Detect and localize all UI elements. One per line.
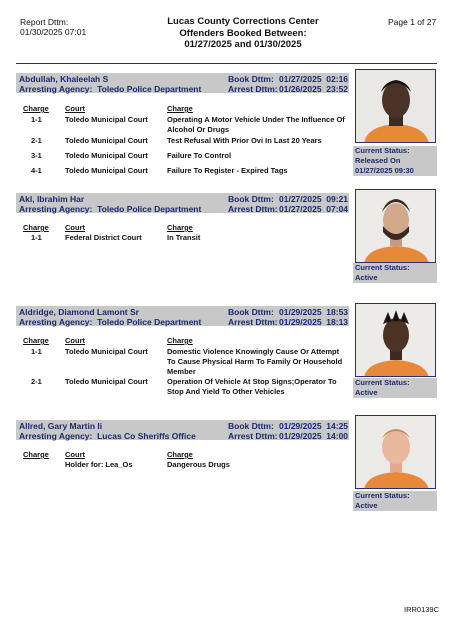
charge-court: Toledo Municipal Court bbox=[65, 347, 148, 356]
charge-description: In Transit bbox=[167, 233, 201, 242]
arrest-dttm-label: Arrest Dttm: bbox=[228, 317, 278, 327]
status-value: Active bbox=[355, 388, 378, 397]
book-time: 18:53 bbox=[326, 307, 349, 317]
report-date-range: 01/27/2025 and 01/30/2025 bbox=[184, 39, 302, 50]
charge-court: Toledo Municipal Court bbox=[65, 151, 148, 160]
report-code: IRR0139C bbox=[404, 605, 440, 614]
charge-code: 4-1 bbox=[31, 166, 42, 175]
report-subtitle: Offenders Booked Between: bbox=[179, 27, 307, 39]
book-dttm-label: Book Dttm: bbox=[228, 307, 274, 317]
charge-court: Toledo Municipal Court bbox=[65, 115, 148, 124]
charge-code: 1-1 bbox=[31, 233, 42, 242]
agency-label: Arresting Agency: bbox=[19, 84, 93, 94]
arresting-agency bbox=[19, 317, 201, 327]
book-dttm-label: Book Dttm: bbox=[228, 74, 274, 84]
charge-description: Test Refusal With Prior Ovi In Last 20 Years bbox=[167, 136, 322, 145]
book-time: 02:16 bbox=[326, 74, 349, 84]
arrest-dttm-value bbox=[279, 431, 348, 441]
status-value: Active bbox=[355, 501, 378, 510]
person-photo-illustration bbox=[356, 190, 436, 263]
charge-desc-column-header: Charge bbox=[167, 223, 193, 232]
book-dttm-label: Book Dttm: bbox=[228, 421, 274, 431]
person-photo-illustration bbox=[356, 304, 436, 377]
mugshot-photo[interactable] bbox=[355, 303, 436, 377]
page-number: Page 1 of 27 bbox=[388, 17, 437, 27]
charge-desc-column-header: Charge bbox=[167, 336, 193, 345]
arrest-dttm-label: Arrest Dttm: bbox=[228, 84, 278, 94]
charge-code: 1-1 bbox=[31, 347, 42, 356]
charge-court: Federal District Court bbox=[65, 233, 142, 242]
arresting-agency bbox=[19, 84, 201, 94]
current-status-box bbox=[353, 146, 437, 176]
arrest-time: 23:52 bbox=[326, 84, 349, 94]
record-header-bar bbox=[16, 73, 349, 93]
charge-description: Domestic Violence Knowingly Cause Or Attempt To Cause Physical Harm To Family Or Household Member bbox=[167, 347, 343, 376]
status-label: Current Status: bbox=[355, 263, 410, 272]
charge-description: Operation Of Vehicle At Stop Signs;Operator To Stop And Yield To Other Vehicles bbox=[167, 377, 337, 396]
record-header-bar bbox=[16, 420, 349, 440]
record-header-bar bbox=[16, 193, 349, 213]
arrest-time: 07:04 bbox=[326, 204, 349, 214]
status-date: 01/27/2025 09:30 bbox=[355, 166, 414, 175]
arrest-dttm-label: Arrest Dttm: bbox=[228, 431, 278, 441]
charge-column-header: Charge bbox=[23, 336, 49, 345]
status-value: Released On bbox=[355, 156, 401, 165]
header-divider bbox=[16, 63, 437, 64]
agency-label: Arresting Agency: bbox=[19, 317, 93, 327]
arrest-dttm-value bbox=[279, 84, 348, 94]
charge-desc-column-header: Charge bbox=[167, 450, 193, 459]
charge-column-header: Charge bbox=[23, 104, 49, 113]
current-status-box bbox=[353, 491, 437, 511]
charge-code: 3-1 bbox=[31, 151, 42, 160]
agency-label: Arresting Agency: bbox=[19, 204, 93, 214]
book-date: 01/27/2025 bbox=[279, 74, 322, 84]
offender-name[interactable]: Aldridge, Diamond Lamont Sr bbox=[19, 307, 139, 317]
book-dttm-value bbox=[279, 421, 348, 431]
charge-description: Failure To Register - Expired Tags bbox=[167, 166, 288, 175]
arrest-date: 01/29/2025 bbox=[279, 431, 322, 441]
book-time: 14:25 bbox=[326, 421, 349, 431]
arrest-dttm-label: Arrest Dttm: bbox=[228, 204, 278, 214]
report-dttm-value: 01/30/2025 07:01 bbox=[20, 27, 87, 37]
book-date: 01/29/2025 bbox=[279, 421, 322, 431]
book-dttm-value bbox=[279, 194, 348, 204]
charge-description: Dangerous Drugs bbox=[167, 460, 230, 469]
book-dttm-value bbox=[279, 307, 348, 317]
court-column-header: Court bbox=[65, 336, 85, 345]
mugshot-photo[interactable] bbox=[355, 69, 436, 143]
arrest-time: 18:13 bbox=[326, 317, 349, 327]
report-title: Lucas County Corrections Center bbox=[167, 16, 319, 27]
arrest-date: 01/29/2025 bbox=[279, 317, 322, 327]
court-column-header: Court bbox=[65, 223, 85, 232]
status-label: Current Status: bbox=[355, 491, 410, 500]
charge-court: Holder for: Lea_Os bbox=[65, 460, 133, 469]
mugshot-photo[interactable] bbox=[355, 189, 436, 263]
offender-name[interactable]: Allred, Gary Martin Ii bbox=[19, 421, 103, 431]
book-dttm-label: Book Dttm: bbox=[228, 194, 274, 204]
charge-column-header: Charge bbox=[23, 450, 49, 459]
arrest-date: 01/26/2025 bbox=[279, 84, 322, 94]
court-column-header: Court bbox=[65, 104, 85, 113]
book-dttm-value bbox=[279, 74, 348, 84]
arrest-dttm-value bbox=[279, 204, 348, 214]
person-photo-illustration bbox=[356, 416, 436, 489]
arrest-dttm-value bbox=[279, 317, 348, 327]
arrest-time: 14:00 bbox=[326, 431, 349, 441]
mugshot-photo[interactable] bbox=[355, 415, 436, 489]
status-label: Current Status: bbox=[355, 146, 410, 155]
report-datetime bbox=[20, 17, 86, 37]
arresting-agency bbox=[19, 204, 201, 214]
report-label: Report Dttm: bbox=[20, 17, 69, 27]
agency-label: Arresting Agency: bbox=[19, 431, 93, 441]
current-status-box bbox=[353, 378, 437, 398]
book-date: 01/27/2025 bbox=[279, 194, 322, 204]
book-date: 01/29/2025 bbox=[279, 307, 322, 317]
agency-value: Toledo Police Department bbox=[97, 317, 202, 327]
charge-desc-column-header: Charge bbox=[167, 104, 193, 113]
charge-description: Failure To Control bbox=[167, 151, 232, 160]
agency-value: Lucas Co Sheriffs Office bbox=[97, 431, 196, 441]
charge-code: 1-1 bbox=[31, 115, 42, 124]
court-column-header: Court bbox=[65, 450, 85, 459]
record-header-bar bbox=[16, 306, 349, 326]
status-label: Current Status: bbox=[355, 378, 410, 387]
charge-code: 2-1 bbox=[31, 136, 42, 145]
offender-name[interactable]: Akl, Ibrahim Har bbox=[19, 194, 85, 204]
agency-value: Toledo Police Department bbox=[97, 84, 202, 94]
current-status-box bbox=[353, 263, 437, 283]
charge-code: 2-1 bbox=[31, 377, 42, 386]
arresting-agency bbox=[19, 431, 196, 441]
arrest-date: 01/27/2025 bbox=[279, 204, 322, 214]
charge-court: Toledo Municipal Court bbox=[65, 377, 148, 386]
person-photo-illustration bbox=[356, 70, 436, 143]
offender-name[interactable]: Abdullah, Khaleelah S bbox=[19, 74, 109, 84]
charge-description: Operating A Motor Vehicle Under The Influence Of Alcohol Or Drugs bbox=[167, 115, 345, 134]
charge-court: Toledo Municipal Court bbox=[65, 166, 148, 175]
status-value: Active bbox=[355, 273, 378, 282]
charge-column-header: Charge bbox=[23, 223, 49, 232]
book-time: 09:21 bbox=[326, 194, 349, 204]
report-title-block bbox=[138, 16, 348, 51]
charge-court: Toledo Municipal Court bbox=[65, 136, 148, 145]
agency-value: Toledo Police Department bbox=[97, 204, 202, 214]
